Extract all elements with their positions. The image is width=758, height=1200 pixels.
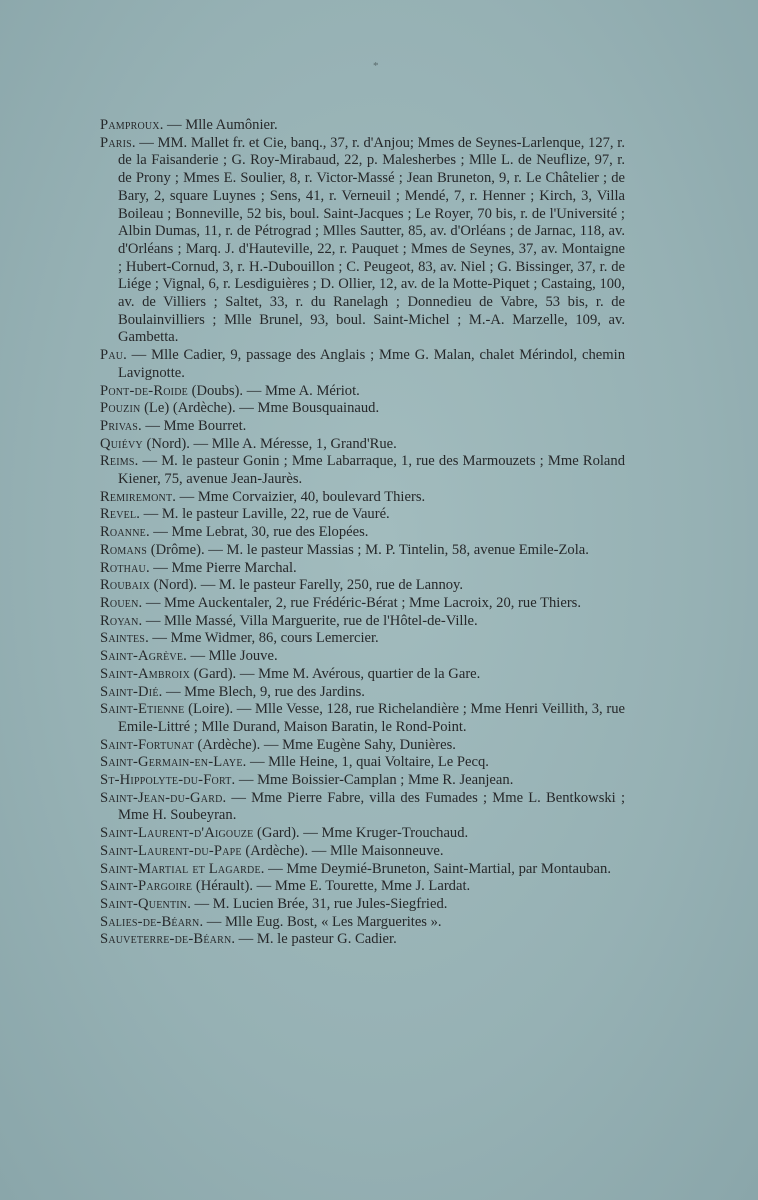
- place-name: Quiévy: [100, 435, 143, 452]
- place-name: Roubaix: [100, 577, 151, 594]
- place-name: Saint-Laurent-du-Pape: [100, 842, 242, 859]
- list-item: [100, 117, 625, 135]
- entry-text: (Le) (Ardèche). — Mme Bousquainaud.: [140, 400, 380, 417]
- place-name: Saint-Martial et Lagarde: [100, 860, 261, 877]
- list-item: [100, 684, 625, 702]
- entry-text: . — Mlle Jouve.: [183, 648, 278, 665]
- place-name: Remiremont: [100, 488, 173, 505]
- list-item: [100, 754, 625, 772]
- place-name: Royan: [100, 612, 139, 629]
- entry-text: (Drôme). — M. le pasteur Massias ; M. P. Tintelin, 58, avenue Emile-Zola.: [147, 541, 589, 558]
- entry-text: (Hérault). — Mme E. Tourette, Mme J. Lardat.: [192, 878, 471, 895]
- list-item: [100, 701, 625, 736]
- list-item: [100, 418, 625, 436]
- place-name: Paris: [100, 134, 132, 151]
- address-list: [100, 117, 625, 949]
- entry-text: . — M. le pasteur Gonin ; Mme Labarraque, 1, rue des Marmouzets ; Mme Roland Kiener, 75, avenue Jean-Jaurès.: [118, 453, 625, 488]
- list-item: [100, 489, 625, 507]
- place-name: Pau: [100, 347, 124, 364]
- place-name: Saint-Laurent-d'Aigouze: [100, 825, 254, 842]
- place-name: Privas: [100, 417, 139, 434]
- list-item: [100, 613, 625, 631]
- entry-text: (Ardèche). — Mme Eugène Sahy, Dunières.: [193, 736, 456, 753]
- list-item: [100, 577, 625, 595]
- entry-text: (Gard). — Mme Kruger-Trouchaud.: [253, 825, 469, 842]
- place-name: Salies-de-Béarn: [100, 913, 200, 930]
- list-item: [100, 630, 625, 648]
- entry-text: (Gard). — Mme M. Avérous, quartier de la Gare.: [190, 665, 481, 682]
- entry-text: . — Mlle Heine, 1, quai Voltaire, Le Pecq.: [242, 754, 489, 771]
- place-name: St-Hippolyte-du-Fort: [100, 772, 232, 789]
- entry-text: . — Mlle Eug. Bost, « Les Marguerites ».: [199, 913, 442, 930]
- place-name: Saintes: [100, 630, 146, 647]
- place-name: Romans: [100, 541, 148, 558]
- place-name: Rouen: [100, 594, 139, 611]
- place-name: Reims: [100, 453, 135, 470]
- place-name: Roanne: [100, 524, 146, 541]
- place-name: Pouzin: [100, 400, 141, 417]
- place-name: Saint-Ambroix: [100, 665, 191, 682]
- list-item: [100, 595, 625, 613]
- list-item: [100, 560, 625, 578]
- entry-text: (Nord). — M. le pasteur Farelly, 250, rue de Lannoy.: [150, 577, 464, 594]
- entry-text: . — Mme Lebrat, 30, rue des Elopées.: [145, 524, 369, 541]
- list-item: [100, 436, 625, 454]
- entry-text: . — Mme Pierre Fabre, villa des Fumades ; Mme L. Bentkowski ; Mme H. Soubeyran.: [118, 789, 625, 824]
- place-name: Saint-Quentin: [100, 895, 188, 912]
- place-name: Saint-Fortunat: [100, 736, 194, 753]
- place-name: Sauveterre-de-Béarn: [100, 931, 232, 948]
- place-name: Rothau: [100, 559, 146, 576]
- entry-text: (Ardèche). — Mlle Maisonneuve.: [241, 842, 444, 859]
- list-item: [100, 896, 625, 914]
- entry-text: . — Mme Boissier-Camplan ; Mme R. Jeanjean.: [231, 772, 514, 789]
- entry-text: . — M. le pasteur G. Cadier.: [231, 931, 397, 948]
- entry-text: . — Mme Widmer, 86, cours Lemercier.: [145, 630, 379, 647]
- list-item: [100, 825, 625, 843]
- place-name: Saint-Etienne: [100, 701, 185, 718]
- list-item: [100, 772, 625, 790]
- entry-text: . — M. le pasteur Laville, 22, rue de Vauré.: [136, 506, 390, 523]
- entry-text: . — Mme Blech, 9, rue des Jardins.: [158, 683, 365, 700]
- list-item: [100, 453, 625, 488]
- entry-text: . — Mme Pierre Marchal.: [145, 559, 297, 576]
- list-item: [100, 843, 625, 861]
- list-item: [100, 914, 625, 932]
- place-name: Saint-Pargoire: [100, 878, 193, 895]
- list-item: [100, 506, 625, 524]
- list-item: [100, 383, 625, 401]
- place-name: Saint-Agrève: [100, 648, 184, 665]
- place-name: Saint-Germain-en-Laye: [100, 754, 243, 771]
- place-name: Saint-Dié: [100, 683, 159, 700]
- entry-text: . — Mlle Massé, Villa Marguerite, rue de l'Hôtel-de-Ville.: [138, 612, 478, 629]
- entry-text: . — Mme Bourret.: [138, 417, 247, 434]
- entry-text: . — Mme Corvaizier, 40, boulevard Thiers.: [172, 488, 426, 505]
- entry-text: . — Mme Deymié-Bruneton, Saint-Martial, par Montauban.: [260, 860, 611, 877]
- entry-text: (Nord). — Mlle A. Méresse, 1, Grand'Rue.: [142, 435, 397, 452]
- entry-text: (Loire). — Mlle Vesse, 128, rue Richelandière ; Mme Henri Veillith, 3, rue Emile-Littré ; Mlle Durand, Maison Baratin, le Rond-Point.: [118, 701, 625, 735]
- entry-text: . — Mme Auckentaler, 2, rue Frédéric-Bérat ; Mme Lacroix, 20, rue Thiers.: [138, 594, 582, 611]
- place-name: Revel: [100, 506, 137, 523]
- list-item: [100, 737, 625, 755]
- entry-text: . — MM. Mallet fr. et Cie, banq., 37, r. d'Anjou; Mmes de Seynes-Larlenque, 127, r. de la Faisanderie ; G. Roy-Mirabaud, 22, p. Malesherbes ; Mlle L. de Neuflize, 97, r. de Prony ; Mmes E. Soulier, 8, r. Victor-Massé ; Jean Bruneton, 9, r. Le Châtelier ; de Bary, 2, square Luynes ; Sens, 41, r. Verneuil ; Mendé, 7, r. Henner ; Kirch, 3, Villa Boileau ; Bonneville, 52 bis, boul. Saint-Jacques ; Le Royer, 70 bis, r. de l'Université ; Albin Dumas, 11, r. de Pétrograd ; Mlles Sautter, 85, av. d'Orléans ; de Jarnac, 118, av. d'Orléans ; Marq. J. d'Hauteville, 22, r. Pauquet ; Mmes de Seynes, 37, av. Montaigne ; Hubert-Cornud, 3, r. H.-Dubouillon ; C. Peugeot, 83, av. Niel ; G. Bissinger, 37, r. de Liége ; Vignal, 6, r. Lesdiguières ; D. Ollier, 12, av. de la Motte-Piquet ; Castaing, 100, av. de Villiers ; Saltet, 33, r. du Ranelagh ; Donnedieu de Vabre, 53 bis, r. de Boulainvilliers ; Mlle Brunel, 93, boul. Saint-Michel ; M.-A. Marzelle, 109, av. Gambetta.: [118, 134, 625, 346]
- page-mark: *: [373, 60, 379, 72]
- list-item: [100, 347, 625, 382]
- entry-text: . — M. Lucien Brée, 31, rue Jules-Siegfried.: [187, 895, 448, 912]
- list-item: [100, 931, 625, 949]
- list-item: [100, 400, 625, 418]
- entry-text: (Doubs). — Mme A. Mériot.: [187, 382, 360, 399]
- list-item: [100, 648, 625, 666]
- list-item: [100, 666, 625, 684]
- place-name: Saint-Jean-du-Gard: [100, 789, 223, 806]
- list-item: [100, 542, 625, 560]
- place-name: Pamproux: [100, 117, 160, 133]
- list-item: [100, 878, 625, 896]
- list-item: [100, 861, 625, 879]
- list-item: [100, 790, 625, 825]
- list-item: [100, 524, 625, 542]
- place-name: Pont-de-Roide: [100, 382, 188, 399]
- entry-text: . — Mlle Cadier, 9, passage des Anglais ; Mme G. Malan, chalet Mérindol, chemin Lavignotte.: [118, 347, 625, 381]
- entry-text: . — Mlle Aumônier.: [159, 117, 278, 133]
- list-item: [100, 135, 625, 347]
